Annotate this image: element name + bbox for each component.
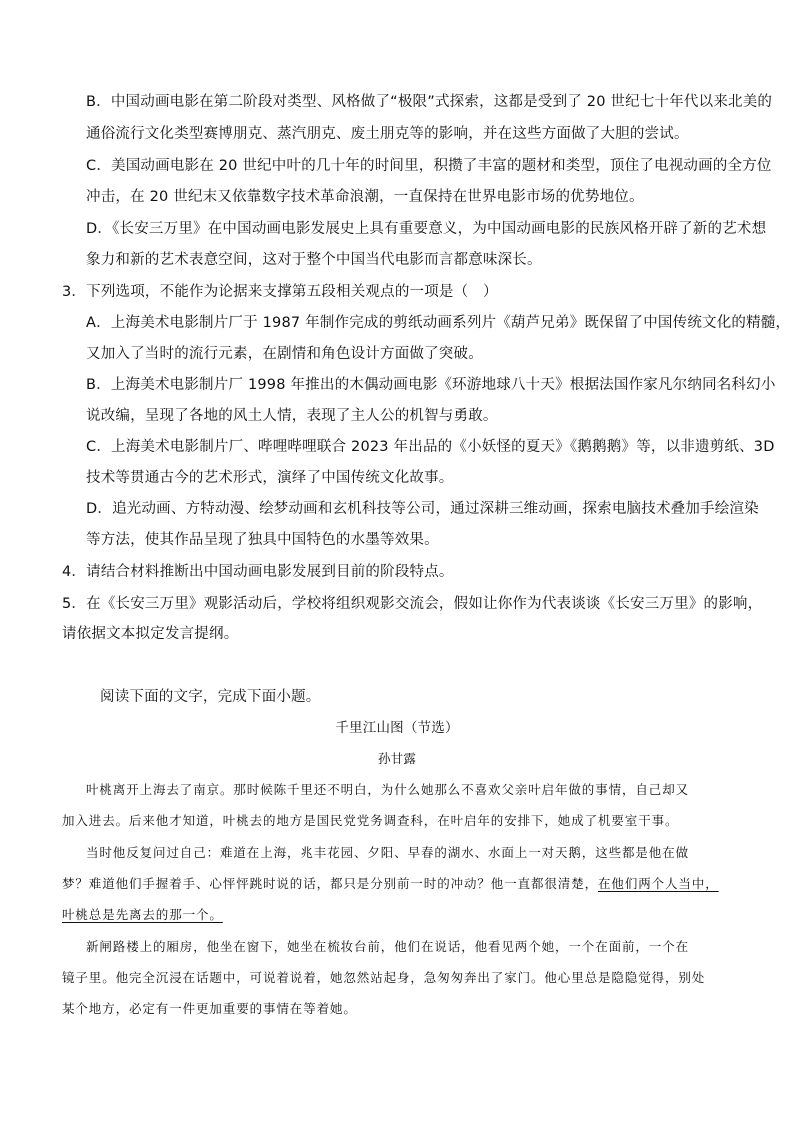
q3-option-c-line2: 技术等贯通古今的艺术形式，演绎了中国传统文化故事。 [86,470,454,486]
q2-option-c-line2: 冲击，在 20 世纪末又依靠数字技术革命浪潮，一直保持在世界电影市场的优势地位。 [86,189,644,205]
underlined-sentence-part1: 在他们两个人当中， [598,876,719,891]
q5-stem-line2: 请依据文本拟定发言提纲。 [62,626,239,642]
reading-instruction: 阅读下面的文字，完成下面小题。 [100,689,321,705]
q3-option-d-line2: 等方法，使其作品呈现了独具中国特色的水墨等效果。 [86,532,439,548]
paragraph-3-line1: 新闸路楼上的厢房，他坐在窗下，她坐在梳妆台前，他们在说话，他看见两个她，一个在面前，一个在 [86,939,690,954]
paragraph-3-line3: 某个地方，必定有一件更加重要的事情在等着她。 [62,1001,357,1016]
q3-stem: 3．下列选项，不能作为论据来支撑第五段相关观点的一项是（ ） [62,284,498,300]
q4-stem: 4．请结合材料推断出中国动画电影发展到目前的阶段特点。 [62,564,454,580]
q2-option-d-line1: D．《长安三万里》在中国动画电影发展史上具有重要意义，为中国动画电影的民族风格开辟了新的艺术想 [86,221,767,237]
paragraph-2-line1: 当时他反复问过自己：难道在上海，兆丰花园、夕阳、早春的湖水、水面上一对天鹅，这些都是他在做 [86,845,690,860]
q2-option-c-line1: C．美国动画电影在 20 世纪中叶的几十年的时间里，积攒了丰富的题材和类型，顶住了电视动画的全方位 [86,158,772,174]
q3-option-c-line1: C．上海美术电影制片厂、哔哩哔哩联合 2023 年出品的《小妖怪的夏天》《鹅鹅鹅》等，以非遗剪纸、3D [86,439,775,455]
q3-option-b-line1: B．上海美术电影制片厂 1998 年推出的木偶动画电影《环游地球八十天》根据法国作家凡尔纳同名科幻小 [86,377,776,393]
paragraph-2-line2 [62,874,719,894]
q2-option-b-line2: 通俗流行文化类型赛博朋克、蒸汽朋克、废土朋克等的影响，并在这些方面做了大胆的尝试。 [86,126,689,142]
paragraph-1-line1: 叶桃离开上海去了南京。那时候陈千里还不明白，为什么她那么不喜欢父亲叶启年做的事情，自己却又 [86,782,690,797]
paragraph-3-line2: 镜子里。他完全沉浸在话题中，可说着说着，她忽然站起身，急匆匆奔出了家门。他心里总是隐隐觉得，别处 [62,970,706,985]
q3-option-b-line2: 说改编，呈现了各地的风土人情，表现了主人公的机智与勇敢。 [86,408,498,424]
reading-title: 千里江山图（节选） [335,720,459,736]
paragraph-1-line2: 加入进去。后来他才知道，叶桃去的地方是国民党党务调查科，在叶启年的安排下，她成了机要室干事。 [62,813,679,828]
reading-author: 孙甘露 [377,751,417,766]
q3-option-d-line1: D．追光动画、方特动漫、绘梦动画和玄机科技等公司，通过深耕三维动画，探索电脑技术叠加手绘渲染 [86,501,759,517]
q2-option-d-line2: 象力和新的艺术表意空间，这对于整个中国当代电影而言都意味深长。 [86,252,542,268]
underlined-sentence-part2: 叶桃总是先离去的那一个。 [62,907,223,922]
q2-option-b-line1: B．中国动画电影在第二阶段对类型、风格做了“极限”式探索，这都是受到了 20 世纪七十年代以来北美的 [86,94,773,110]
q3-option-a-line2: 又加入了当时的流行元素，在剧情和角色设计方面做了突破。 [86,346,483,362]
q3-option-a-line1: A．上海美术电影制片厂于 1987 年制作完成的剪纸动画系列片《葫芦兄弟》既保留了中国传统文化的精髓， [86,315,791,331]
paragraph-2-line2-plain: 梦？难道他们手握着手、心怦怦跳时说的话，都只是分别前一时的冲动？他一直都很清楚， [62,876,599,891]
q5-stem-line1: 5．在《长安三万里》观影活动后，学校将组织观影交流会，假如让你作为代表谈谈《长安三万里》的影响， [62,596,763,612]
